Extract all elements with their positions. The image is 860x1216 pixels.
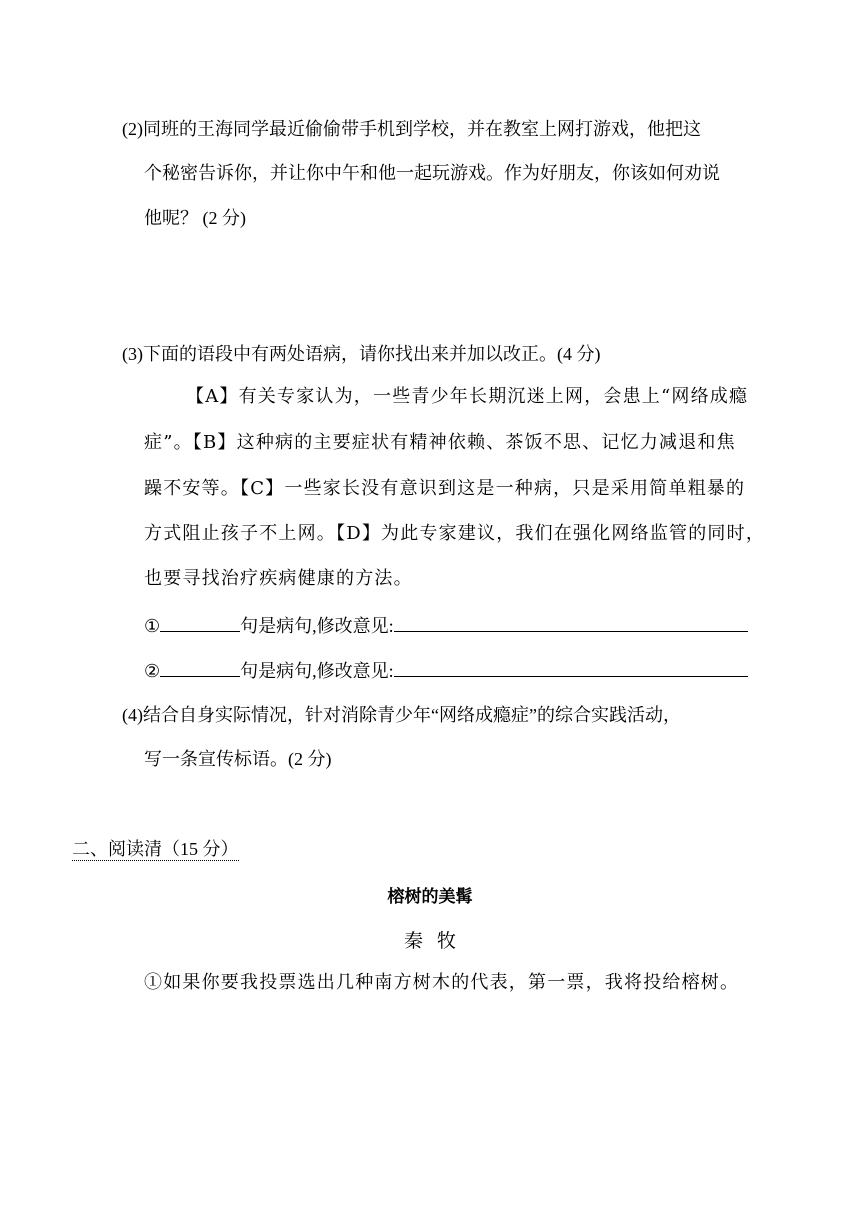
q4-line-2: 写一条宣传标语。(2 分) xyxy=(144,749,332,769)
answer-2-label: 句是病句,修改意见: xyxy=(240,661,394,681)
article-author xyxy=(0,926,860,953)
answer-2-marker: ② xyxy=(144,661,161,681)
q3-prompt: (3)下面的语段中有两处语病，请你找出来并加以改正。(4 分) xyxy=(122,344,601,364)
answer-1-marker: ① xyxy=(144,616,161,636)
q3-passage-line-3: 躁不安等。【C】一些家长没有意识到这是一种病，只是采用简单粗暴的 xyxy=(144,478,746,499)
q2-line-2: 个秘密告诉你，并让你中午和他一起玩游戏。作为好朋友，你该如何劝说 xyxy=(144,163,720,183)
article-title: 榕树的美髯 xyxy=(387,887,473,907)
q2-line-1: (2)同班的王海同学最近偷偷带手机到学校，并在教室上网打游戏，他把这 xyxy=(122,119,701,139)
answer-1-revision-blank[interactable] xyxy=(394,613,748,632)
section-2-heading-wrap xyxy=(72,837,239,861)
q3-passage-line-5: 也要寻找治疗疾病健康的方法。 xyxy=(144,568,413,589)
q3-passage-line-4: 方式阻止孩子不上网。【D】为此专家建议，我们在强化网络监管的同时， xyxy=(144,523,766,544)
answer-line-1 xyxy=(144,613,748,638)
q2-line-3: 他呢？ (2 分) xyxy=(144,208,246,228)
q3-passage-line-2: 症”。【B】这种病的主要症状有精神依赖、茶饭不思、记忆力减退和焦 xyxy=(144,432,736,453)
article-paragraph-1: ①如果你要我投票选出几种南方树木的代表，第一票，我将投给榕树。 xyxy=(144,972,740,993)
answer-1-label: 句是病句,修改意见: xyxy=(240,616,394,636)
section-2-heading: 二、阅读清（15 分） xyxy=(72,839,239,859)
answer-2-revision-blank[interactable] xyxy=(394,658,748,677)
answer-1-sentence-blank[interactable] xyxy=(160,613,240,632)
q4-line-1: (4)结合自身实际情况，针对消除青少年“网络成瘾症”的综合实践活动， xyxy=(122,705,681,725)
q3-passage-line-1: 【A】有关专家认为，一些青少年长期沉迷上网，会患上“网络成瘾 xyxy=(186,386,749,407)
answer-2-sentence-blank[interactable] xyxy=(160,658,240,677)
answer-line-2 xyxy=(144,658,748,683)
author-name: 秦牧 xyxy=(403,930,470,952)
